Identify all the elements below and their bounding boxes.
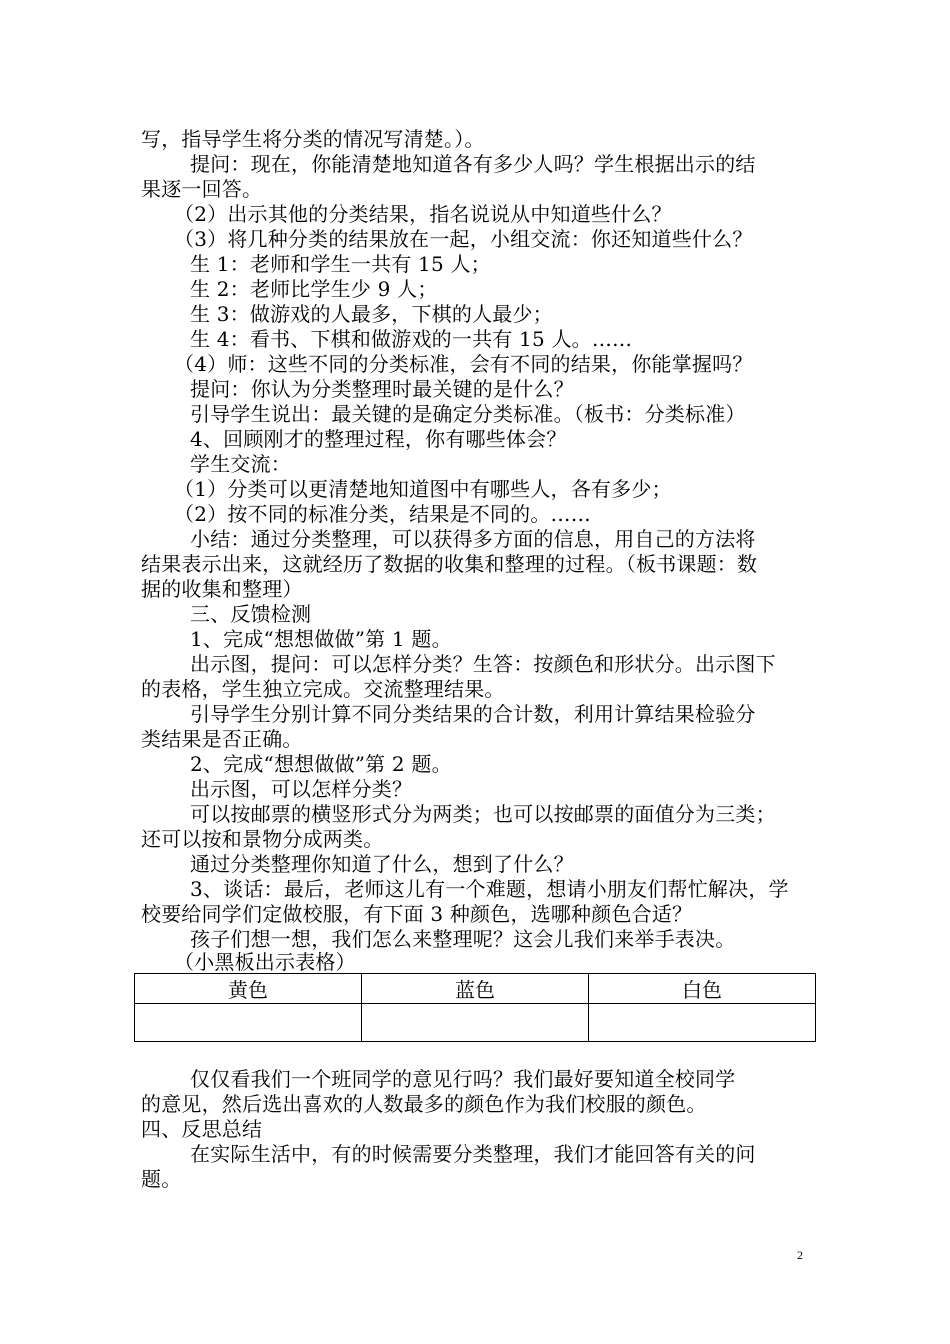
paragraph-line: 类结果是否正确。 [141, 727, 303, 751]
paragraph-line: 引导学生说出：最关键的是确定分类标准。（板书：分类标准） [190, 402, 746, 426]
paragraph-line: （2）出示其他的分类结果，指名说说从中知道些什么？ [174, 202, 672, 226]
table-header-row [135, 974, 816, 1004]
paragraph-line: （2）按不同的标准分类，结果是不同的。…… [174, 502, 591, 526]
paragraph-line: 通过分类整理你知道了什么，想到了什么？ [190, 852, 574, 876]
paragraph-line: 3、谈话：最后，老师这儿有一个难题，想请小朋友们帮忙解决，学 [190, 877, 789, 901]
paragraph-line: 提问：你认为分类整理时最关键的是什么？ [190, 377, 574, 401]
paragraph-line: 的意见，然后选出喜欢的人数最多的颜色作为我们校服的颜色。 [141, 1092, 707, 1116]
paragraph-line: 孩子们想一想，我们怎么来整理呢？这会儿我们来举手表决。 [190, 927, 736, 951]
paragraph-line: 出示图，可以怎样分类？ [190, 777, 413, 801]
paragraph-line: 据的收集和整理） [141, 577, 303, 601]
paragraph-line: 引导学生分别计算不同分类结果的合计数，利用计算结果检验分 [190, 702, 756, 726]
paragraph-line: （小黑板出示表格） [174, 950, 356, 974]
table-header-cell: 黄色 [135, 974, 362, 1004]
paragraph-line: 1、完成“想想做做”第 1 题。 [190, 627, 452, 651]
paragraph-line: （1）分类可以更清楚地知道图中有哪些人，各有多少； [174, 477, 672, 501]
paragraph-line: 4、回顾刚才的整理过程，你有哪些体会？ [190, 427, 567, 451]
paragraph-line: 还可以按和景物分成两类。 [141, 827, 384, 851]
paragraph-line: （4）师：这些不同的分类标准，会有不同的结果，你能掌握吗？ [174, 352, 753, 376]
paragraph-line: 题。 [141, 1167, 182, 1191]
paragraph-line: 生 1：老师和学生一共有 15 人； [190, 252, 491, 276]
paragraph-line: 提问：现在，你能清楚地知道各有多少人吗？学生根据出示的结 [190, 152, 756, 176]
paragraph-line: 的表格，学生独立完成。交流整理结果。 [141, 677, 505, 701]
table-cell [589, 1004, 816, 1042]
paragraph-line: 校要给同学们定做校服，有下面 3 种颜色，选哪种颜色合适？ [141, 902, 693, 926]
section-heading: 四、反思总结 [141, 1117, 263, 1141]
paragraph-line: 可以按邮票的横竖形式分为两类；也可以按邮票的面值分为三类； [190, 802, 776, 826]
paragraph-line: 写，指导学生将分类的情况写清楚。）。 [141, 127, 485, 151]
paragraph-line: （3）将几种分类的结果放在一起，小组交流：你还知道些什么？ [174, 227, 753, 251]
paragraph-line: 生 4：看书、下棋和做游戏的一共有 15 人。…… [190, 327, 633, 351]
paragraph-line: 结果表示出来，这就经历了数据的收集和整理的过程。（板书课题：数 [141, 552, 758, 576]
table-header-cell: 白色 [589, 974, 816, 1004]
color-vote-table [134, 973, 816, 1042]
paragraph-line: 仅仅看我们一个班同学的意见行吗？我们最好要知道全校同学 [190, 1067, 736, 1091]
paragraph-line: 2、完成“想想做做”第 2 题。 [190, 752, 452, 776]
paragraph-line: 学生交流： [190, 452, 291, 476]
table-row [135, 1004, 816, 1042]
table-header-cell: 蓝色 [362, 974, 589, 1004]
paragraph-line: 出示图，提问：可以怎样分类？生答：按颜色和形状分。出示图下 [190, 652, 776, 676]
paragraph-line: 生 2：老师比学生少 9 人； [190, 277, 438, 301]
paragraph-line: 生 3：做游戏的人最多，下棋的人最少； [190, 302, 553, 326]
table-cell [135, 1004, 362, 1042]
table-cell [362, 1004, 589, 1042]
page-number: 2 [797, 1248, 803, 1262]
paragraph-line: 在实际生活中，有的时候需要分类整理，我们才能回答有关的问 [190, 1142, 756, 1166]
paragraph-line: 小结：通过分类整理，可以获得多方面的信息，用自己的方法将 [190, 527, 756, 551]
paragraph-line: 果逐一回答。 [141, 177, 263, 201]
section-heading: 三、反馈检测 [190, 602, 312, 626]
